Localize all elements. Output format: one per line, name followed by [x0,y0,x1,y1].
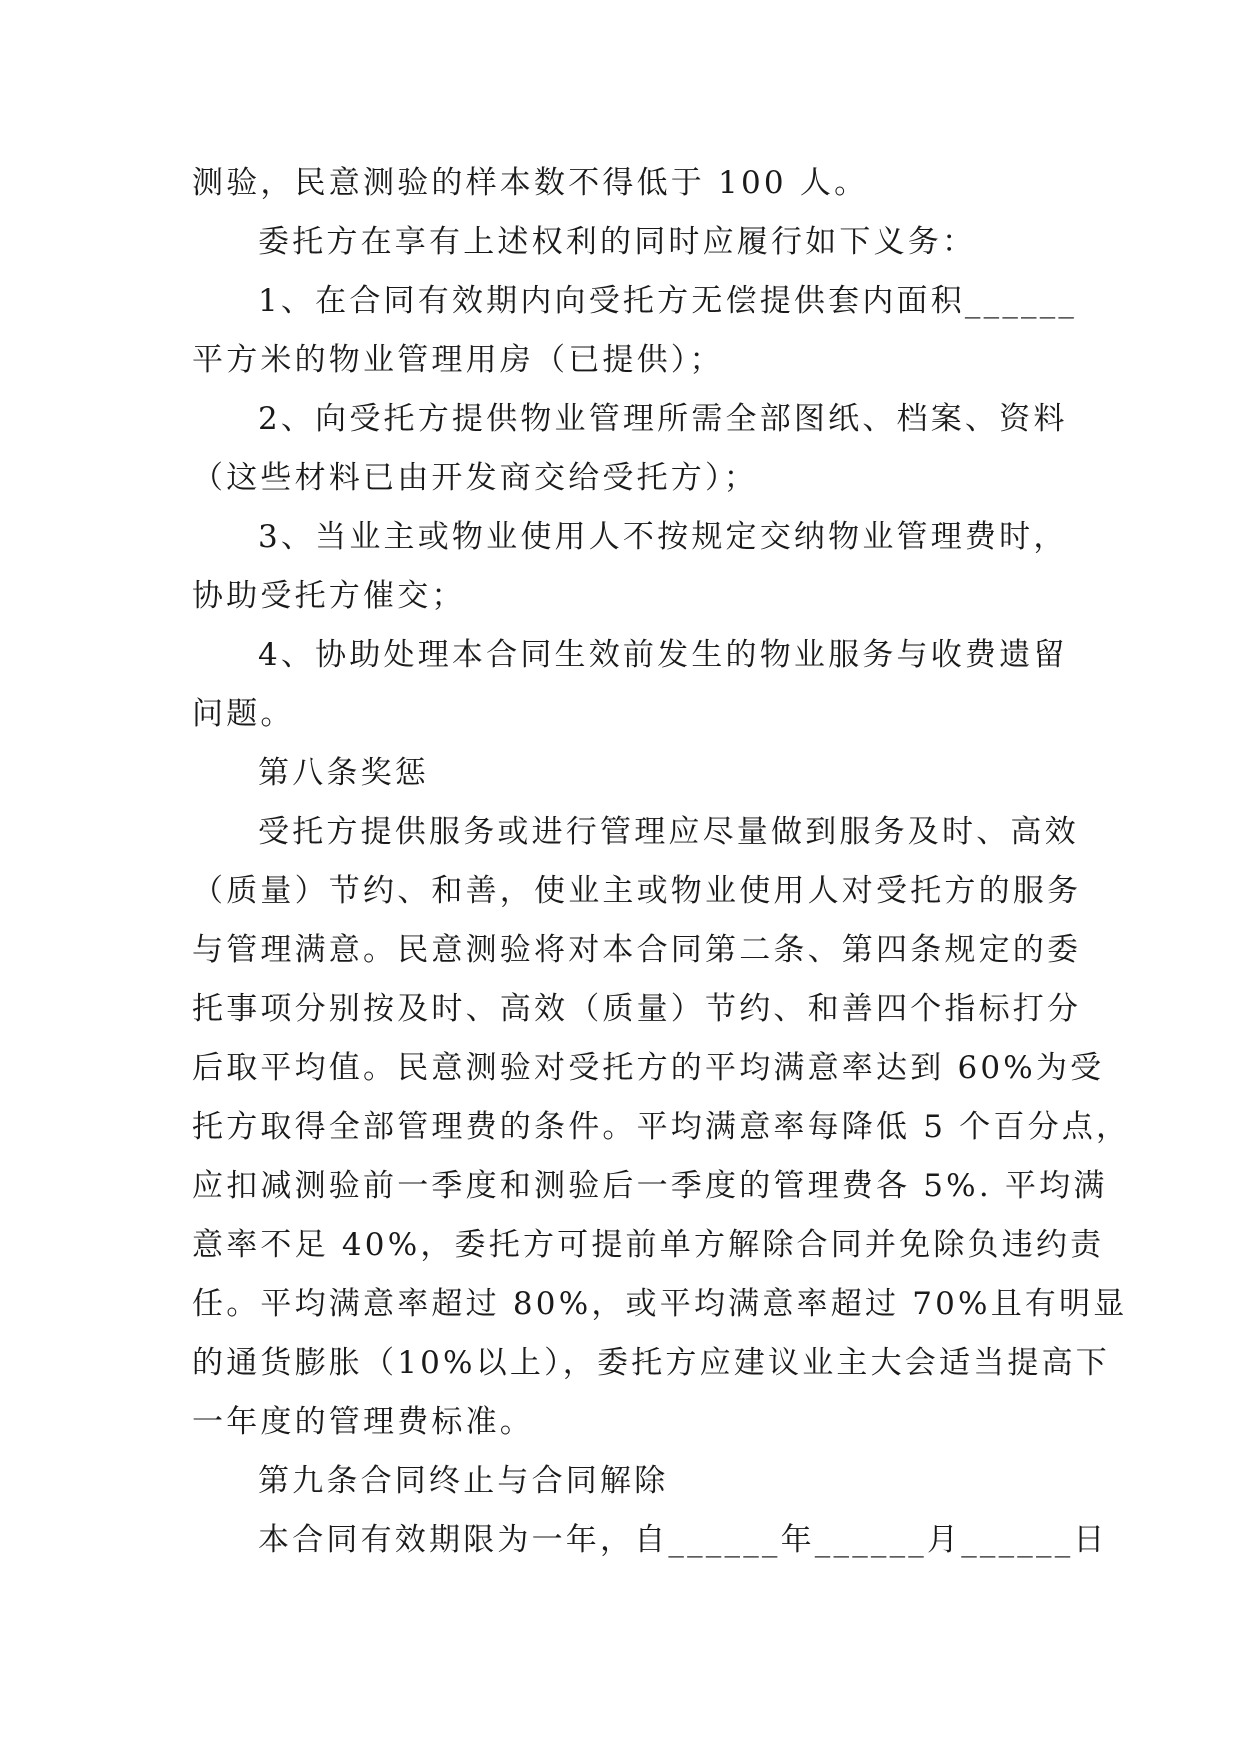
text-line: 4、协助处理本合同生效前发生的物业服务与收费遗留 [258,637,1068,673]
text-line: 一年度的管理费标准。 [192,1404,534,1440]
text-line: 平方米的物业管理用房（已提供）； [192,342,724,378]
text-line: 1、在合同有效期内向受托方无偿提供套内面积______ [258,283,1078,319]
text-line: （这些材料已由开发商交给受托方）； [192,460,758,496]
text-line: 测验，民意测验的样本数不得低于 100 人。 [192,165,869,201]
text-line: 2、向受托方提供物业管理所需全部图纸、档案、资料 [258,401,1068,437]
text-line: 问题。 [192,696,295,732]
text-line: 本合同有效期限为一年，自______年______月______日 [258,1522,1108,1558]
text-line: （质量）节约、和善，使业主或物业使用人对受托方的服务 [192,873,1082,909]
document-body [192,154,1131,1570]
text-line: 受托方提供服务或进行管理应尽量做到服务及时、高效 [258,814,1079,850]
section-heading-article-8: 第八条奖惩 [258,755,429,791]
text-line: 托事项分别按及时、高效（质量）节约、和善四个指标打分 [192,991,1082,1027]
text-line: 应扣减测验前一季度和测验后一季度的管理费各 5%. 平均满 [192,1168,1108,1204]
text-line: 委托方在享有上述权利的同时应履行如下义务： [258,224,977,260]
text-line: 与管理满意。民意测验将对本合同第二条、第四条规定的委 [192,932,1082,968]
text-line: 托方取得全部管理费的条件。平均满意率每降低 5 个百分点， [192,1109,1131,1145]
text-line: 后取平均值。民意测验对受托方的平均满意率达到 60%为受 [192,1050,1105,1086]
section-heading-article-9: 第九条合同终止与合同解除 [258,1463,669,1499]
text-line: 任。平均满意率超过 80%，或平均满意率超过 70%且有明显 [192,1286,1128,1322]
text-line: 意率不足 40%，委托方可提前单方解除合同并免除负违约责 [192,1227,1105,1263]
text-line: 3、当业主或物业使用人不按规定交纳物业管理费时， [258,519,1068,555]
text-line: 的通货膨胀（10%以上），委托方应建议业主大会适当提高下 [192,1345,1110,1381]
text-line: 协助受托方催交； [192,578,466,614]
